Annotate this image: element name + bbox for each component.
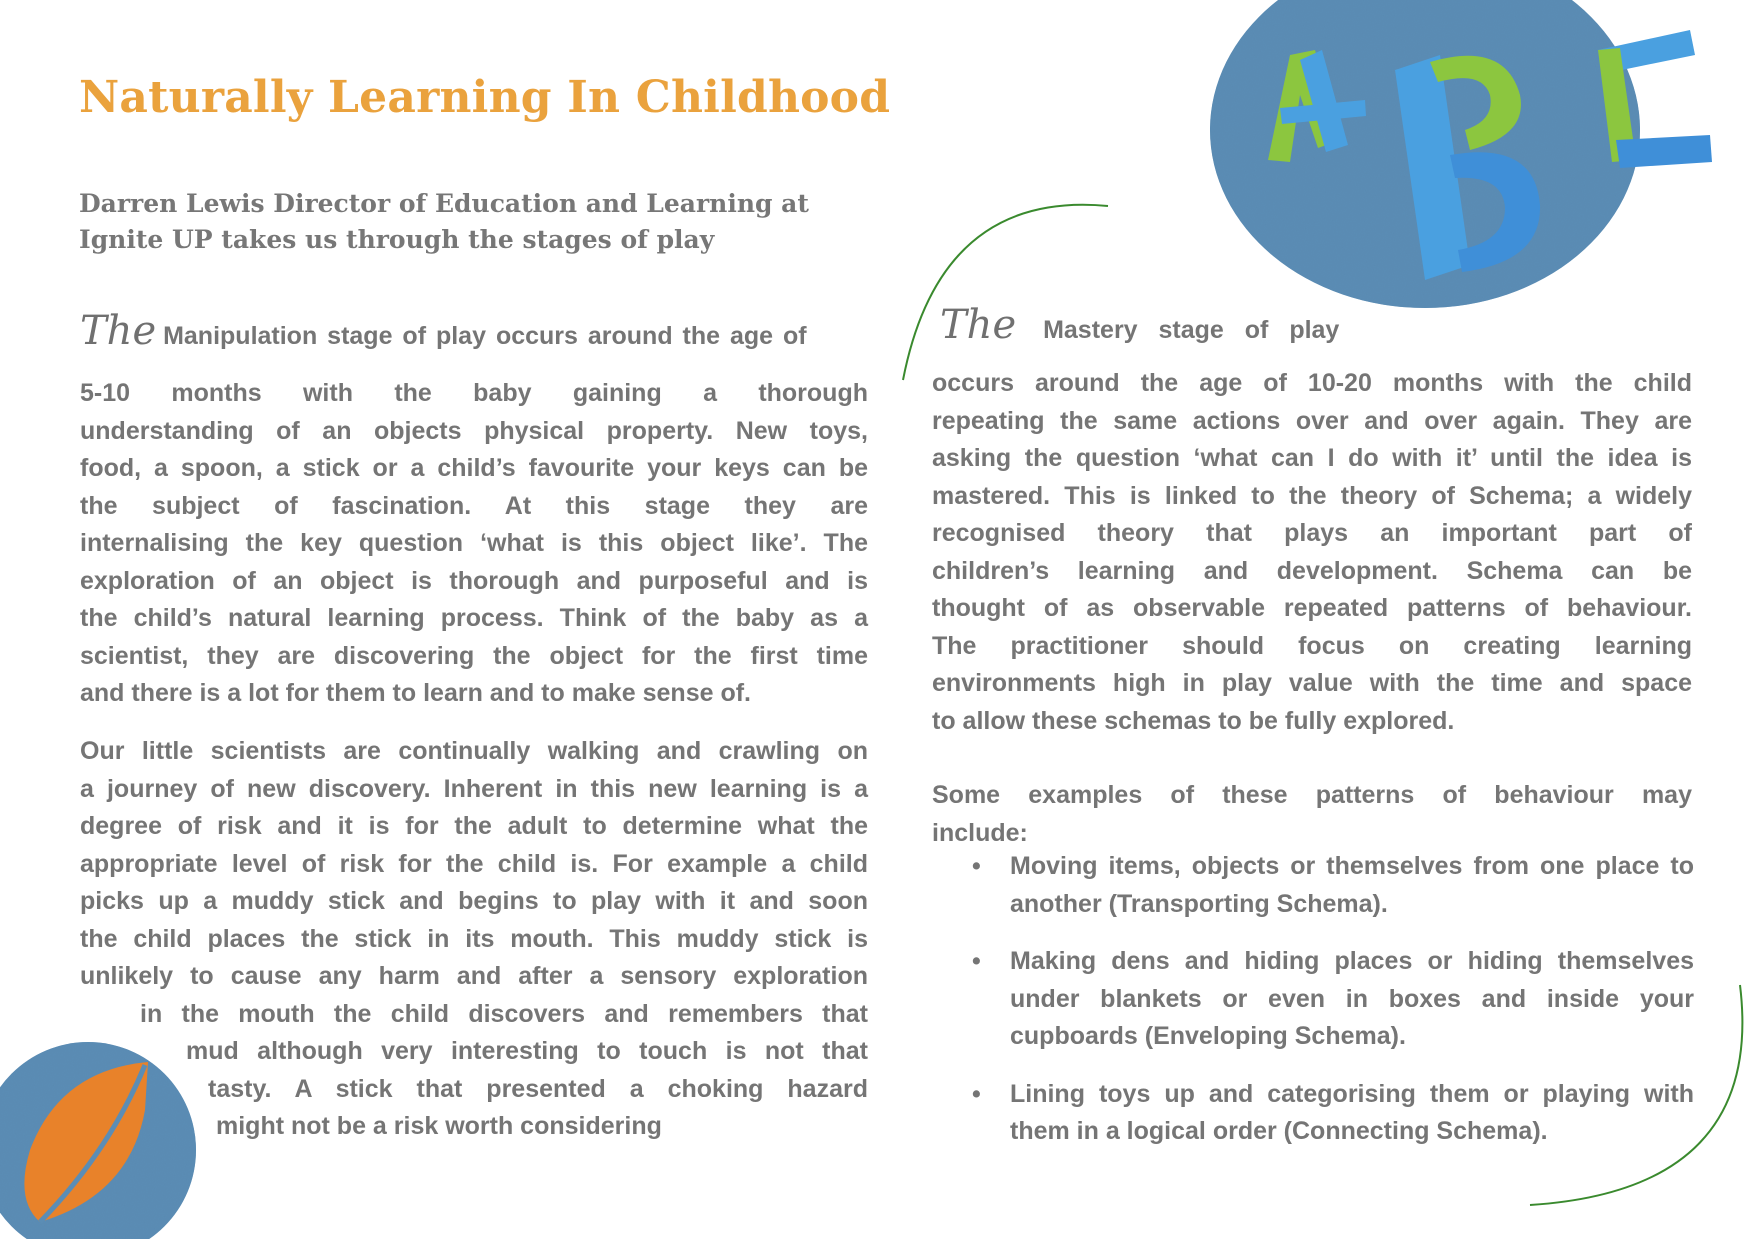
text-line: to allow these schemas to be fully explored. — [932, 706, 1455, 735]
examples-list — [968, 848, 1694, 1171]
text-line: degree of risk and it is for the adult to determine what the — [80, 812, 868, 840]
page-subtitle: Darren Lewis Director of Education and Learning at Ignite UP takes us through the stages of play — [79, 189, 809, 254]
example-item: • Moving items, objects or themselves from one place to another (Transporting Schema). — [968, 848, 1694, 923]
text-line: Our little scientists are continually walking and crawling on — [80, 737, 868, 765]
text-line: environments high in play value with the time and space — [932, 669, 1692, 697]
text-line: the child’s natural learning process. Think of the baby as a — [80, 604, 868, 632]
text-line: tasty. A stick that presented a choking hazard — [208, 1074, 868, 1103]
example-item: • Lining toys up and categorising them or playing with them in a logical order (Connecting Schema). — [968, 1076, 1694, 1151]
text-line: asking the question ‘what can I do with it’ until the idea is — [932, 444, 1692, 472]
text-line: recognised theory that plays an important part of — [932, 519, 1692, 547]
text-line: and there is a lot for them to learn and to make sense of. — [80, 679, 751, 707]
text-line: scientist, they are discovering the object for the first time — [80, 641, 868, 670]
text-line: a journey of new discovery. Inherent in this new learning is a — [80, 774, 868, 803]
text-line: thought of as observable repeated patterns of behaviour. — [932, 594, 1692, 622]
text-line: the child places the stick in its mouth. This muddy stick is — [80, 924, 868, 953]
text-line: children’s learning and development. Schema can be — [932, 556, 1692, 585]
letter-c-icon — [1598, 30, 1712, 168]
text-line: include: — [932, 818, 1028, 847]
page-title: Naturally Learning In Childhood — [79, 72, 891, 123]
left-lead — [80, 308, 865, 354]
example-item: • Making dens and hiding places or hiding themselves under blankets or even in boxes and inside your cupboards (Enveloping Schema). — [968, 943, 1694, 1056]
text-line: The practitioner should focus on creating learning — [932, 631, 1692, 660]
right-paragraph-1 — [932, 365, 1692, 740]
text-line: mud although very interesting to touch is not that — [186, 1037, 868, 1065]
abc-badge — [1210, 0, 1712, 308]
text-line: repeating the same actions over and over again. They are — [932, 406, 1692, 435]
text-line: mastered. This is linked to the theory of Schema; a widely — [932, 481, 1692, 510]
left-paragraph-2 — [80, 733, 868, 1146]
text-line: exploration of an object is thorough and purposeful and is — [80, 566, 868, 595]
text-line: occurs around the age of 10-20 months with the child — [932, 369, 1692, 397]
text-line: appropriate level of risk for the child is. For example a child — [80, 849, 868, 878]
text-line: picks up a muddy stick and begins to play with it and soon — [80, 887, 868, 915]
right-lead-text: Mastery stage of play — [1043, 316, 1340, 344]
left-lead-text: Manipulation stage of play occurs around the age of — [163, 322, 807, 350]
examples-intro — [932, 777, 1692, 852]
swoosh-top-curve — [903, 205, 1108, 380]
text-line: food, a spoon, a stick or a child’s favourite your keys can be — [80, 454, 868, 482]
text-line: 5-10 months with the baby gaining a thorough — [80, 379, 868, 407]
right-lead — [940, 302, 1339, 348]
text-line: the subject of fascination. At this stage they are — [80, 491, 868, 520]
text-line: in the mouth the child discovers and remembers that — [140, 999, 868, 1028]
text-line: Some examples of these patterns of behaviour may — [932, 781, 1692, 809]
left-lead-the: The — [80, 308, 157, 354]
text-line: unlikely to cause any harm and after a sensory exploration — [80, 962, 868, 990]
right-lead-the: The — [940, 302, 1017, 348]
left-paragraph-1 — [80, 375, 868, 713]
text-line: understanding of an objects physical property. New toys, — [80, 416, 868, 445]
text-line: might not be a risk worth considering — [216, 1112, 662, 1140]
text-line: internalising the key question ‘what is this object like’. The — [80, 529, 868, 557]
